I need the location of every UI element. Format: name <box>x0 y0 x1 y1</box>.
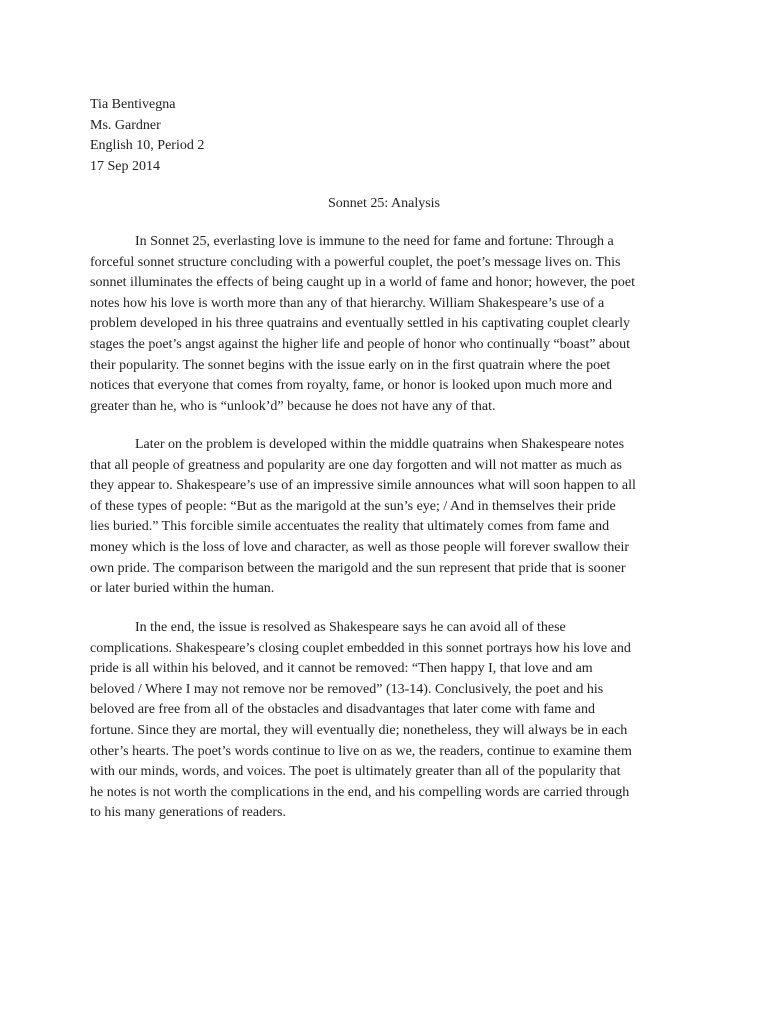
text-line: In Sonnet 25, everlasting love is immune to the need for fame and fortune: Through a <box>135 234 614 249</box>
text-line: Later on the problem is developed within the middle quatrains when Shakespeare notes <box>135 437 625 452</box>
text-line: lies buried.” This forcible simile accentuates the reality that ultimately comes from fame and <box>90 519 610 535</box>
text-line: with our minds, words, and voices. The poet is ultimately greater than all of the popularity that <box>90 764 621 780</box>
text-line: that all people of greatness and popularity are one day forgotten and will not matter as much as <box>90 457 622 473</box>
date: 17 Sep 2014 <box>90 158 160 174</box>
course-period: English 10, Period 2 <box>90 138 205 153</box>
text-line: to his many generations of readers. <box>90 805 286 821</box>
paragraph-3 <box>90 618 690 824</box>
text-line: problem developed in his three quatrains and eventually settled in his captivating couplet clearly <box>90 316 630 332</box>
text-line: other’s hearts. The poet’s words continue to live on as we, the readers, continue to examine them <box>90 743 632 759</box>
text-line: stages the poet’s angst against the higher life and people of honor who continually “boast” about <box>90 336 631 352</box>
text-line: notices that everyone that comes from royalty, fame, or honor is looked upon much more and <box>90 378 612 394</box>
text-line: fortune. Since they are mortal, they will eventually die; nonetheless, they will always be in each <box>90 722 628 738</box>
text-line: of these types of people: “But as the marigold at the sun’s eye; / And in themselves their pride <box>90 498 616 514</box>
text-line: In the end, the issue is resolved as Shakespeare says he can avoid all of these <box>135 620 566 635</box>
document-title: Sonnet 25: Analysis <box>327 196 440 211</box>
text-line: beloved / Where I may not remove nor be removed” (13-14). Conclusively, the poet and his <box>90 681 604 697</box>
text-line: greater than he, who is “unlook’d” because he does not have any of that. <box>90 398 496 414</box>
text-line: pride is all within his beloved, and it cannot be removed: “Then happy I, that love and am <box>90 661 593 677</box>
teacher-name: Ms. Gardner <box>90 117 161 133</box>
text-line: their popularity. The sonnet begins with the issue early on in the first quatrain where the poet <box>90 357 611 373</box>
text-line: own pride. The comparison between the marigold and the sun represent that pride that is sooner <box>90 560 626 576</box>
text-line: they appear to. Shakespeare’s use of an impressive simile announces what will soon happen to all <box>90 478 636 494</box>
header-block <box>90 95 204 177</box>
text-line: forceful sonnet structure concluding with a powerful couplet, the poet’s message lives on. This <box>90 254 621 270</box>
text-line: he notes is not worth the complications in the end, and his compelling words are carried through <box>90 784 630 800</box>
text-line: money which is the loss of love and character, as well as those people will forever swallow their <box>90 539 630 555</box>
paragraph-2 <box>90 435 690 600</box>
student-name: Tia Bentivegna <box>90 97 176 112</box>
text-line: beloved are free from all of the obstacles and disadvantages that later come with fame and <box>90 702 595 718</box>
text-line: or later buried within the human. <box>90 581 275 597</box>
paragraph-1 <box>90 232 690 417</box>
text-line: notes how his love is worth more than any of that hierarchy. William Shakespeare’s use of a <box>90 295 605 311</box>
text-line: sonnet illuminates the effects of being caught up in a world of fame and honor; however, the poet <box>90 275 636 291</box>
text-line: complications. Shakespeare’s closing couplet embedded in this sonnet portrays how his love and <box>90 640 631 656</box>
